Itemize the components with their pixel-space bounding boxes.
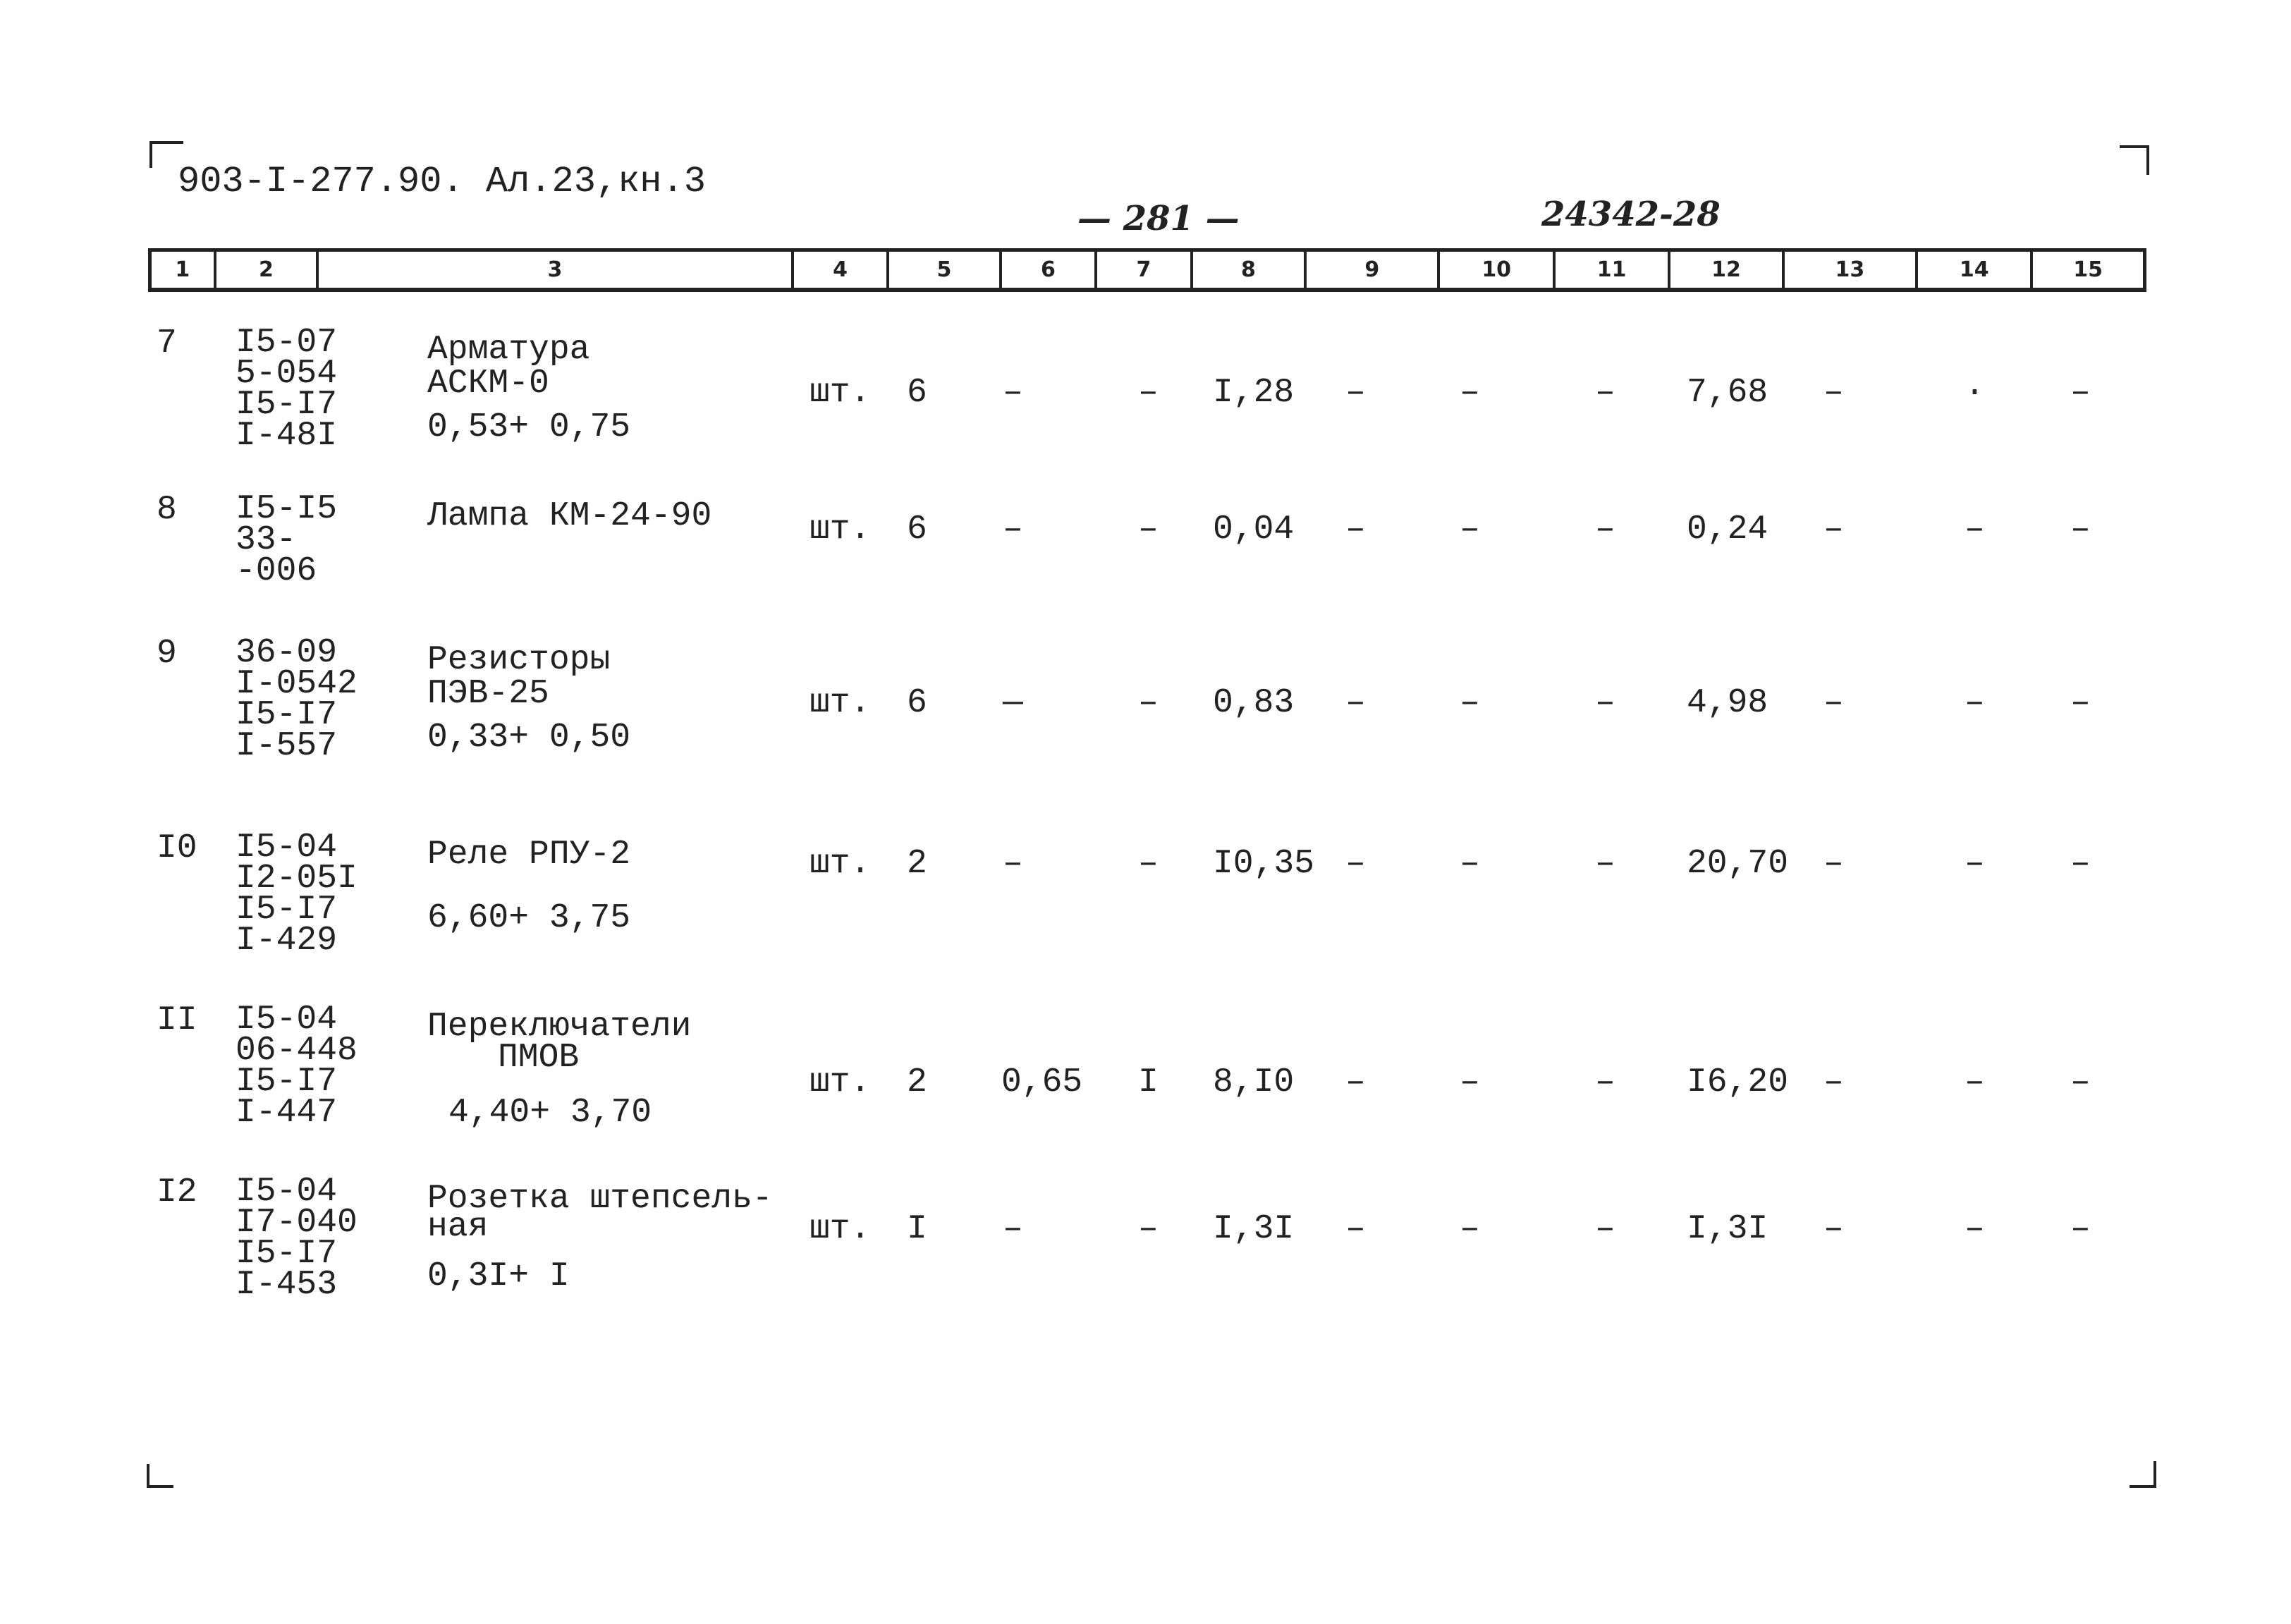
row-code-line: 33- (236, 521, 297, 559)
row-name-line: Арматура (427, 331, 590, 369)
row-code-line: I5-04 (236, 1173, 338, 1211)
column-header-2: 2 (216, 252, 319, 288)
corner-mark-top-right (2120, 145, 2149, 175)
row-code-line: I5-I7 (236, 891, 338, 929)
column-header-15: 15 (2073, 257, 2103, 282)
row-col-15: – (2070, 845, 2091, 883)
row-name-line: Розетка штепсель- (427, 1180, 773, 1218)
row-col-10: – (1460, 1210, 1480, 1248)
row-number: 8 (157, 491, 177, 529)
row-col-5: 6 (907, 684, 927, 722)
row-col-6: – (1003, 511, 1023, 549)
row-col-14: – (1965, 845, 1985, 883)
row-col-11: – (1595, 684, 1615, 722)
row-code-line: I7-040 (236, 1204, 358, 1242)
row-col-15: – (2070, 684, 2091, 722)
row-col-12: 7,68 (1687, 374, 1768, 412)
row-col-10: – (1460, 1063, 1480, 1101)
row-code-line: 5-054 (236, 355, 338, 393)
row-col-11: – (1595, 845, 1615, 883)
inventory-number: 24342-28 (1541, 195, 1721, 234)
row-code-line: I5-I7 (236, 1063, 338, 1101)
row-number: II (157, 1001, 197, 1039)
row-col-13: – (1823, 1210, 1844, 1248)
row-code-line: I2-05I (236, 860, 358, 898)
row-col-8: 8,I0 (1213, 1063, 1295, 1101)
row-col-10: – (1460, 374, 1480, 412)
row-code-line: I-429 (236, 922, 338, 960)
row-col-15: – (2070, 1210, 2091, 1248)
page-number: — 281 — (1077, 199, 1240, 238)
row-col-11: – (1595, 511, 1615, 549)
row-col-9: – (1345, 1063, 1366, 1101)
row-col-7: – (1138, 845, 1159, 883)
row-col-7: – (1138, 374, 1159, 412)
row-name-line: ная (427, 1208, 489, 1246)
column-header-7: 7 (1097, 252, 1193, 288)
row-code-line: I5-07 (236, 324, 338, 362)
row-code-line: I-453 (236, 1266, 338, 1304)
row-col-7: – (1138, 684, 1159, 722)
row-col-8: 0,04 (1213, 511, 1295, 549)
row-col-15: – (2070, 511, 2091, 549)
row-code-line: 06-448 (236, 1032, 358, 1070)
row-code-line: I-557 (236, 727, 338, 765)
row-col-8: 0,83 (1213, 684, 1295, 722)
row-code-line: I5-I7 (236, 696, 338, 734)
row-col-14: – (1965, 1210, 1985, 1248)
row-col-4: шт. (810, 374, 871, 412)
row-col-9: – (1345, 845, 1366, 883)
row-col-9: – (1345, 374, 1366, 412)
row-name-line: 0,33+ 0,50 (427, 719, 631, 757)
row-col-14: – (1965, 1063, 1985, 1101)
row-name-line: Реле РПУ-2 (427, 836, 631, 874)
row-code-line: I-48I (236, 417, 338, 455)
row-name-line: Резисторы (427, 641, 611, 679)
corner-mark-bottom-right (2130, 1461, 2156, 1488)
column-header-12: 12 (1670, 252, 1784, 288)
row-col-12: 0,24 (1687, 511, 1768, 549)
column-header-10: 10 (1440, 252, 1555, 288)
row-col-8: I0,35 (1213, 845, 1315, 883)
row-col-6: – (1003, 1210, 1023, 1248)
row-col-9: – (1345, 684, 1366, 722)
row-col-5: 6 (907, 374, 927, 412)
row-col-15: – (2070, 1063, 2091, 1101)
row-col-4: шт. (810, 684, 871, 722)
row-name-line: Переключатели (427, 1008, 692, 1046)
row-code-line: I5-04 (236, 829, 338, 867)
row-col-4: шт. (810, 511, 871, 549)
row-code-line: I-0542 (236, 665, 358, 703)
row-name-line: 0,3I+ I (427, 1257, 570, 1295)
row-col-11: – (1595, 374, 1615, 412)
row-col-10: – (1460, 684, 1480, 722)
row-col-15: – (2070, 374, 2091, 412)
row-code-line: 36-09 (236, 634, 338, 672)
row-code-line: I5-I7 (236, 386, 338, 424)
row-col-6: 0,65 (1001, 1063, 1083, 1101)
row-col-5: 2 (907, 1063, 927, 1101)
row-name-line: ПМОВ (498, 1039, 580, 1077)
row-col-13: – (1823, 684, 1844, 722)
row-col-10: – (1460, 511, 1480, 549)
row-col-6: — (1003, 684, 1023, 722)
row-col-12: I6,20 (1687, 1063, 1789, 1101)
row-col-8: I,28 (1213, 374, 1295, 412)
row-col-9: – (1345, 511, 1366, 549)
row-col-13: – (1823, 845, 1844, 883)
row-col-5: 6 (907, 511, 927, 549)
row-number: 9 (157, 635, 177, 673)
row-code-line: I5-04 (236, 1001, 338, 1039)
column-header-1: 1 (152, 252, 216, 288)
row-col-7: – (1138, 1210, 1159, 1248)
column-header-3: 3 (319, 252, 794, 288)
column-header-9: 9 (1307, 252, 1440, 288)
row-col-12: 4,98 (1687, 684, 1768, 722)
row-col-14: – (1965, 684, 1985, 722)
row-col-13: – (1823, 374, 1844, 412)
row-col-5: 2 (907, 845, 927, 883)
row-name-line: 0,53+ 0,75 (427, 408, 631, 446)
row-col-10: – (1460, 845, 1480, 883)
row-code-line: I5-I7 (236, 1235, 338, 1273)
row-name-line: 6,60+ 3,75 (427, 899, 631, 937)
row-col-9: – (1345, 1210, 1366, 1248)
row-name-line: Лампа КМ-24-90 (427, 497, 712, 535)
row-col-6: – (1003, 374, 1023, 412)
row-col-7: I (1138, 1063, 1159, 1101)
row-name-line: АСКМ-0 (427, 365, 549, 403)
row-code-line: I-447 (236, 1094, 338, 1132)
row-number: I2 (157, 1173, 197, 1211)
row-col-12: 20,70 (1687, 845, 1789, 883)
document-code: 903-I-277.90. Ал.23,кн.3 (178, 161, 706, 202)
column-header-5: 5 (889, 252, 1001, 288)
column-header-4: 4 (794, 252, 890, 288)
row-code-line: -006 (236, 552, 317, 590)
row-name-line: 4,40+ 3,70 (448, 1094, 652, 1132)
row-col-13: – (1823, 1063, 1844, 1101)
row-number: 7 (157, 324, 177, 362)
row-col-7: – (1138, 511, 1159, 549)
column-header-6: 6 (1002, 252, 1098, 288)
row-col-5: I (907, 1210, 927, 1248)
row-col-6: – (1003, 845, 1023, 883)
row-col-11: – (1595, 1063, 1615, 1101)
column-header-row (148, 248, 2146, 292)
row-col-4: шт. (810, 845, 871, 883)
column-header-8: 8 (1193, 252, 1307, 288)
row-col-14: – (1965, 511, 1985, 549)
row-col-8: I,3I (1213, 1210, 1295, 1248)
row-name-line: ПЭВ-25 (427, 675, 549, 713)
row-col-12: I,3I (1687, 1210, 1768, 1248)
column-header-11: 11 (1556, 252, 1670, 288)
row-number: I0 (157, 829, 197, 867)
column-header-13: 13 (1785, 252, 1918, 288)
row-col-4: шт. (810, 1210, 871, 1248)
row-col-13: – (1823, 511, 1844, 549)
column-header-14: 14 (1918, 252, 2033, 288)
row-code-line: I5-I5 (236, 490, 338, 528)
row-col-11: – (1595, 1210, 1615, 1248)
corner-mark-bottom-left (147, 1464, 173, 1488)
row-col-4: шт. (810, 1063, 871, 1101)
row-col-14: · (1965, 374, 1985, 412)
